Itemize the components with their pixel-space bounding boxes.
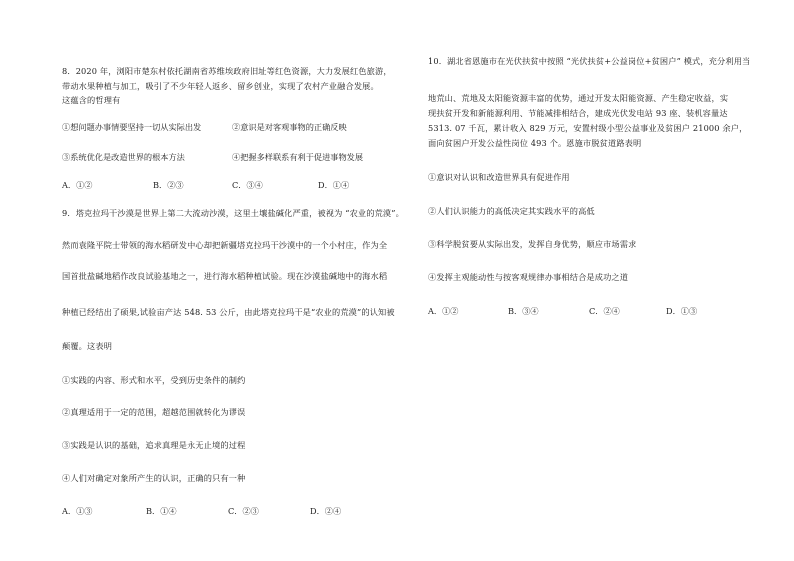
q8-stem-line-1: 8．2020 年，浏阳市楚东村依托湖南省苏维埃政府旧址等红色资源，大力发展红色旅游，: [62, 66, 392, 76]
q10-stem-line-1: 10．湖北省恩施市在光伏扶贫中按照 “光伏扶贫+公益岗位+贫困户” 模式，充分利用当: [428, 56, 751, 66]
q8-statement-2: ②意识是对客观事物的正确反映: [232, 122, 347, 132]
q8-option-b[interactable]: B．②③: [153, 180, 184, 190]
q8-option-c[interactable]: C．③④: [232, 180, 263, 190]
q9-statement-2: ②真理适用于一定的范围，超越范围就转化为谬误: [62, 407, 246, 417]
q8-stem-line-3: 这蕴含的哲理有: [62, 95, 121, 105]
q10-statement-2: ②人们认识能力的高低决定其实践水平的高低: [428, 206, 595, 216]
q8-statement-1: ①想问题办事情要坚持一切从实际出发: [62, 122, 202, 132]
q9-stem-line-1: 9．塔克拉玛干沙漠是世界上第二大流动沙漠，这里土壤盐碱化严重，被视为 “农业的荒漠”。: [62, 208, 404, 218]
q10-option-b[interactable]: B．③④: [508, 306, 539, 316]
q10-stem-line-2: 地荒山、荒地及太阳能资源丰富的优势，通过开发太阳能资源、产生稳定收益，实: [428, 93, 729, 103]
q9-stem-line-5: 颠覆。这表明: [62, 341, 113, 351]
q8-statement-3: ③系统优化是改造世界的根本方法: [62, 152, 185, 162]
q9-option-c[interactable]: C．②③: [228, 506, 259, 516]
q9-stem-line-4: 种植已经结出了硕果,试验亩产达 548. 53 公斤，由此塔克拉玛干是“农业的荒漠”的认知被: [62, 307, 395, 317]
q8-stem-line-2: 带动水果种植与加工，吸引了不少年轻人返乡、留乡创业，实现了农村产业融合发展。: [62, 81, 379, 91]
q10-stem-line-4: 5313. 07 千瓦，累计收入 829 万元，安置村级小型公益事业及贫困户 21000 余户，: [428, 123, 748, 133]
q9-statement-1: ①实践的内容、形式和水平，受到历史条件的制约: [62, 375, 246, 385]
q9-stem-line-2: 然而袁隆平院士带领的海水稻研发中心却把新疆塔克拉玛干沙漠中的一个小村庄，作为全: [62, 240, 388, 250]
q9-stem-line-3: 国首批盐碱地稻作改良试验基地之一，进行海水稻种植试验。现在沙漠盐碱地中的海水稻: [62, 271, 388, 281]
q9-option-b[interactable]: B．①④: [146, 506, 177, 516]
q10-option-c[interactable]: C．②④: [589, 306, 620, 316]
q10-stem-line-3: 现扶贫开发和新能源利用、节能减排相结合，建成光伏发电站 93 座、装机容量达: [428, 108, 728, 118]
q9-statement-4: ④人们对确定对象所产生的认识，正确的只有一种: [62, 473, 246, 483]
q10-stem-line-5: 面向贫困户开发公益性岗位 493 个。恩施市脱贫道路表明: [428, 138, 642, 148]
q10-statement-3: ③科学脱贫要从实际出发，发挥自身优势，顺应市场需求: [428, 239, 637, 249]
q10-option-d[interactable]: D．①③: [666, 306, 698, 316]
q9-statement-3: ③实践是认识的基础，追求真理是永无止境的过程: [62, 440, 246, 450]
q10-statement-1: ①意识对认识和改造世界具有促进作用: [428, 172, 570, 182]
q8-option-d[interactable]: D．①④: [318, 180, 350, 190]
q9-option-a[interactable]: A．①③: [62, 506, 93, 516]
q8-statement-4: ④把握多样联系有利于促进事物发展: [232, 152, 364, 162]
q10-statement-4: ④发挥主观能动性与按客观规律办事相结合是成功之道: [428, 272, 629, 282]
q8-option-a[interactable]: A．①②: [62, 180, 93, 190]
q9-option-d[interactable]: D．②④: [310, 506, 342, 516]
q10-option-a[interactable]: A．①②: [428, 306, 459, 316]
